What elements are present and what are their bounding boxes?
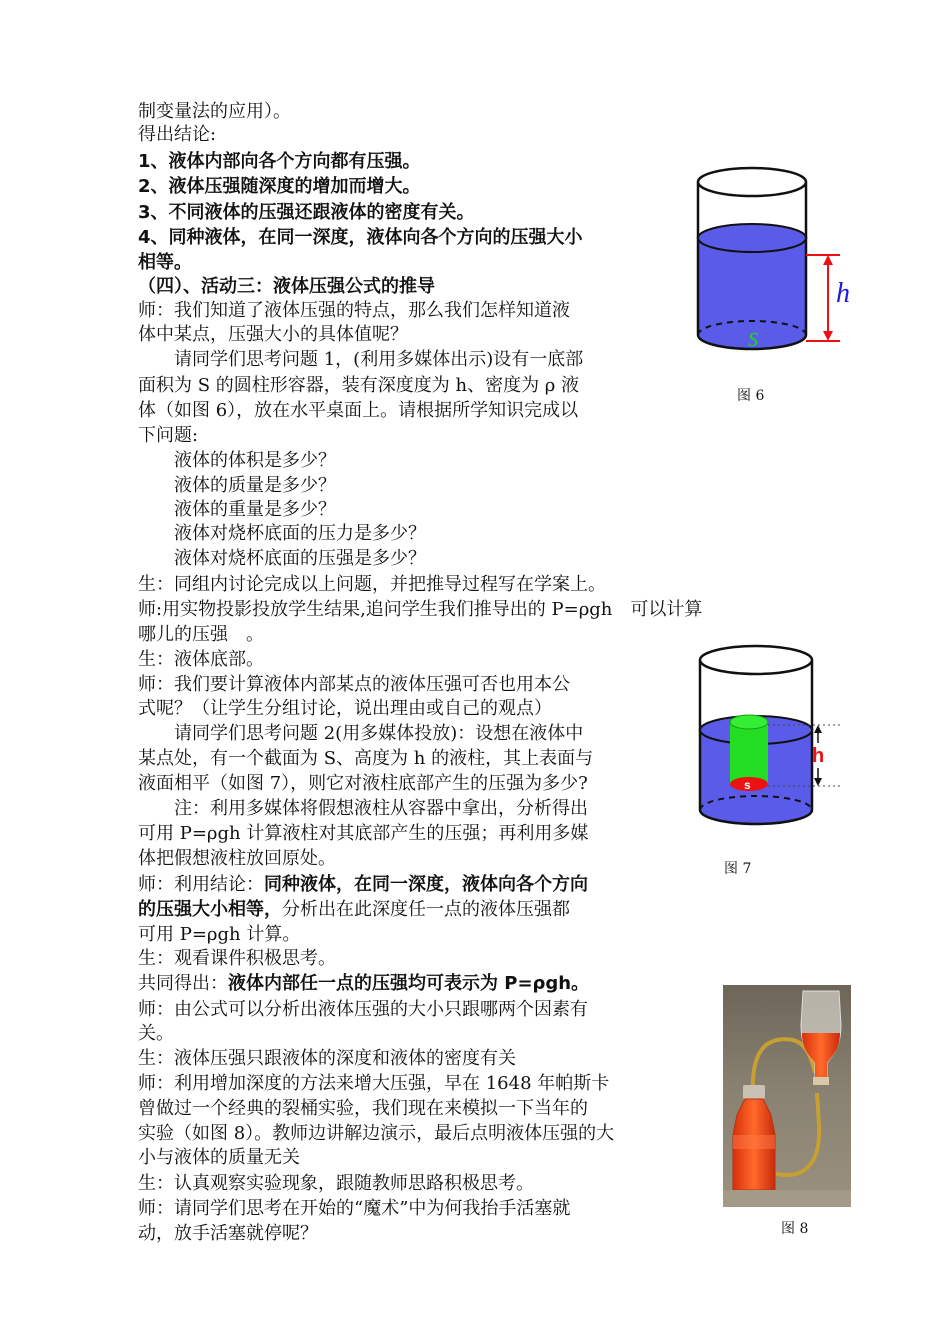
text-line: 得出结论: [138, 124, 217, 145]
text-line: 体中某点，压强大小的具体值呢？ [138, 324, 408, 345]
text-line: 师：请同学们思考在开始的“魔术”中为何我抬手活塞就 [138, 1198, 571, 1219]
bottle-cap [743, 1085, 765, 1099]
text-line: 师：由公式可以分析出液体压强的大小只跟哪两个因素有 [138, 999, 588, 1020]
formula-line [138, 972, 589, 995]
text-span: 共同得出： [138, 973, 228, 994]
text-line: 生：液体压强只跟液体的深度和液体的密度有关 [138, 1048, 516, 1069]
bold-span: 的压强大小相等， [138, 899, 282, 920]
container-rim [698, 168, 806, 196]
figure-7-caption: 图 7 [724, 861, 752, 877]
figure-7-cylinder [690, 630, 870, 830]
arrow-head-up [814, 725, 822, 733]
conclusion-item: 4、同种液体，在同一深度，液体向各个方向的压强大小 [138, 227, 583, 248]
text-line: 体（如图 6），放在水平桌面上。请根据所学知识完成以 [138, 400, 579, 421]
text-line: 式呢？（让学生分组讨论，说出理由或自己的观点） [138, 698, 552, 719]
text-span: 师：利用结论： [138, 874, 264, 895]
text-line: 生：液体底部。 [138, 649, 264, 670]
text-line: 哪儿的压强 。 [138, 624, 264, 645]
text-line: 关。 [138, 1023, 174, 1044]
table-surface [723, 1190, 851, 1207]
s-label: s [744, 778, 751, 792]
text-line: 注：利用多媒体将假想液柱从容器中拿出，分析得出 [138, 798, 588, 819]
conclusion-item: 相等。 [138, 252, 192, 273]
figure-8-barrel-experiment [723, 985, 851, 1207]
text-line: 某点处，有一个截面为 S、高度为 h 的液柱，其上表面与 [138, 748, 594, 769]
text-line: 面积为 S 的圆柱形容器，装有深度度为 h、密度为 ρ 液 [138, 375, 580, 396]
bold-span: 同种液体，在同一深度，液体向各个方向 [264, 874, 588, 895]
text-line: 师：我们要计算液体内部某点的液体压强可否也用本公 [138, 674, 570, 695]
conclusion-line [138, 898, 570, 921]
bottle-label-band [733, 1135, 775, 1149]
column-top [730, 715, 768, 729]
h-label: h [812, 745, 825, 767]
text-line: 请同学们思考问题 1，(利用多媒体出示)设有一底部 [138, 349, 584, 370]
question-item: 液体对烧杯底面的压强是多少？ [138, 548, 426, 569]
text-line: 生：认真观察实验现象，跟随教师思路积极思考。 [138, 1173, 534, 1194]
conclusion-item: 3、不同液体的压强还跟液体的密度有关。 [138, 202, 475, 223]
text-line: 体把假想液柱放回原处。 [138, 848, 336, 869]
question-item: 液体的体积是多少？ [138, 450, 336, 471]
question-item: 液体对烧杯底面的压力是多少？ [138, 523, 426, 544]
text-line: 生：同组内讨论完成以上问题，并把推导过程写在学案上。 [138, 574, 606, 595]
text-line: 请同学们思考问题 2(用多媒体投放)：设想在液体中 [138, 723, 584, 744]
question-item: 液体的质量是多少？ [138, 475, 336, 496]
text-span: 分析出在此深度任一点的液体压强都 [282, 899, 570, 920]
liquid-column [730, 722, 768, 784]
text-line: 实验（如图 8）。教师边讲解边演示，最后点明液体压强的大 [138, 1123, 615, 1144]
bold-span: 液体内部任一点的压强均可表示为 P=ρgh。 [228, 973, 590, 994]
h-label: h [836, 278, 850, 309]
text-line: 师：我们知道了液体压强的特点，那么我们怎样知道液 [138, 300, 570, 321]
liquid-surface [698, 224, 806, 252]
upper-bottle-cap [813, 1077, 829, 1085]
text-line: 可用 P=ρgh 计算液柱对其底部产生的压强；再利用多媒 [138, 823, 589, 844]
arrow-head-up [823, 255, 833, 265]
conclusion-item: 2、液体压强随深度的增加而增大。 [138, 176, 421, 197]
container-rim [700, 646, 812, 674]
text-line: 液面相平（如图 7），则它对液柱底部产生的压强为多少? [138, 773, 588, 794]
text-line: 生：观看课件积极思考。 [138, 948, 336, 969]
conclusion-item: 1、液体内部向各个方向都有压强。 [138, 151, 421, 172]
arrow-head-down [814, 778, 822, 786]
text-line: 曾做过一个经典的裂桶实验，我们现在来模拟一下当年的 [138, 1098, 588, 1119]
text-line: 师:用实物投影投放学生结果,追问学生我们推导出的 P=ρgh 可以计算 [138, 599, 703, 620]
conclusion-line [138, 873, 588, 896]
figure-6-cylinder [690, 160, 870, 360]
figure-6-caption: 图 6 [737, 388, 765, 404]
arrow-head-down [823, 331, 833, 341]
text-line: 动，放手活塞就停呢？ [138, 1223, 318, 1244]
question-item: 液体的重量是多少？ [138, 499, 336, 520]
text-line: 可用 P=ρgh 计算。 [138, 924, 301, 945]
text-line: 师：利用增加深度的方法来增大压强，早在 1648 年帕斯卡 [138, 1073, 610, 1094]
section-heading: （四）、活动三：液体压强公式的推导 [138, 276, 435, 297]
s-label: s [748, 322, 759, 353]
text-line: 下问题: [138, 425, 199, 446]
figure-8-caption: 图 8 [781, 1221, 809, 1237]
text-line: 小与液体的质量无关 [138, 1147, 300, 1168]
text-line: 制变量法的应用）。 [138, 101, 291, 122]
